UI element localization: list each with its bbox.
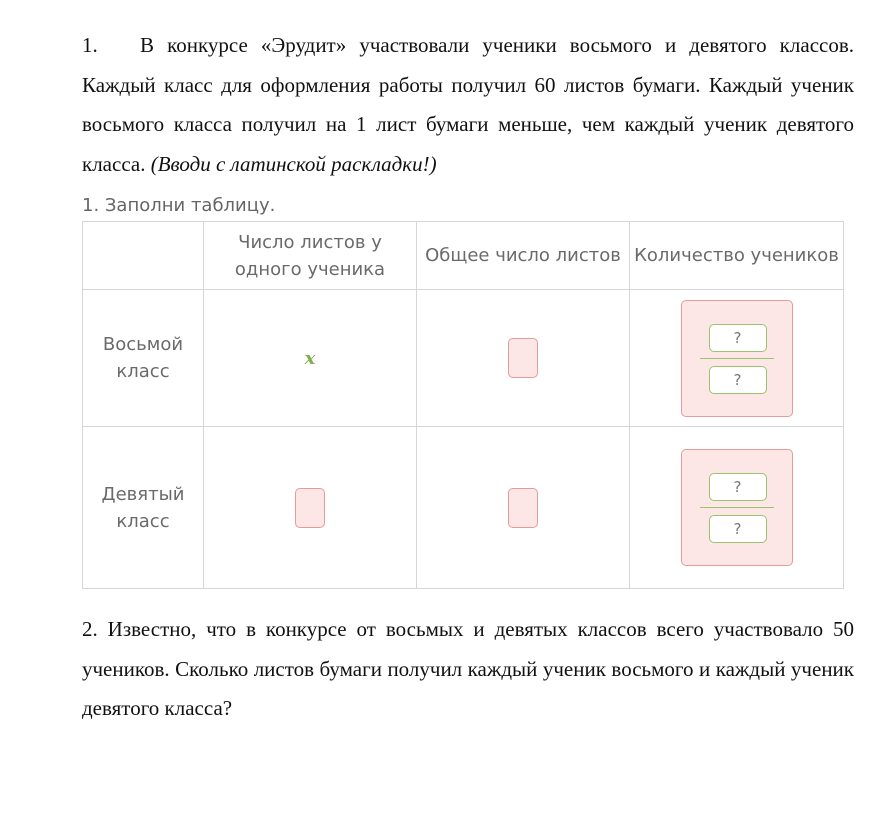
ninth-fraction-numerator-input[interactable]: ? — [709, 473, 767, 501]
row-label-ninth — [83, 427, 204, 589]
ninth-sheets-per-student-input[interactable] — [295, 488, 325, 528]
cell-ninth-sheets-per-student — [204, 427, 417, 589]
cell-eighth-sheets-per-student — [204, 290, 417, 427]
table-header-row — [83, 222, 844, 290]
problem-1-text — [82, 26, 854, 184]
ninth-fraction-denominator-input[interactable]: ? — [709, 515, 767, 543]
header-empty — [83, 222, 204, 290]
row-label-eighth — [83, 290, 204, 427]
header-total-sheets: Общее число листов — [417, 222, 630, 290]
row-label-eighth-text: Восьмой класс — [102, 334, 184, 382]
problem-1-body: В конкурсе «Эрудит» участвовали ученики восьмого и девятого классов. Каждый класс для оформления работы получил 60 листов бумаги. Каждый ученик восьмого класса получил на 1 лист бумаги меньше, чем каждый ученик девятого класса. — [82, 33, 854, 176]
eighth-fraction-bar — [700, 358, 774, 359]
ninth-fraction-bar — [700, 507, 774, 508]
table-row-eighth-grade — [83, 290, 844, 427]
fill-in-table — [82, 221, 844, 589]
cell-eighth-students — [630, 290, 844, 427]
eighth-students-fraction-input[interactable] — [681, 300, 793, 417]
problem-1-hint: (Вводи с латинской раскладки!) — [150, 151, 437, 176]
cell-ninth-total-sheets — [417, 427, 630, 589]
problem-1-number: 1. — [82, 33, 98, 57]
row-label-ninth-text: Девятый класс — [101, 483, 185, 532]
cell-eighth-total-sheets — [417, 290, 630, 427]
eighth-fraction-numerator-input[interactable]: ? — [709, 324, 767, 352]
header-number-of-students: Количество учеников — [630, 222, 844, 290]
table-row-ninth-grade — [83, 427, 844, 589]
ninth-students-fraction-input[interactable] — [681, 449, 793, 566]
problem-2-text: 2. Известно, что в конкурсе от восьмых и девятых классов всего участвовало 50 учеников. Сколько листов бумаги получил каждый ученик восьмого и каждый ученик девятого класса? — [82, 617, 854, 720]
cell-ninth-students — [630, 427, 844, 589]
eighth-fraction-denominator-input[interactable]: ? — [709, 366, 767, 394]
eighth-total-sheets-input[interactable] — [508, 338, 538, 378]
variable-x: x — [304, 347, 316, 369]
task-1-label: 1. Заполни таблицу. — [82, 195, 276, 216]
header-sheets-per-student: Число листов у одного ученика — [204, 222, 417, 290]
ninth-total-sheets-input[interactable] — [508, 488, 538, 528]
